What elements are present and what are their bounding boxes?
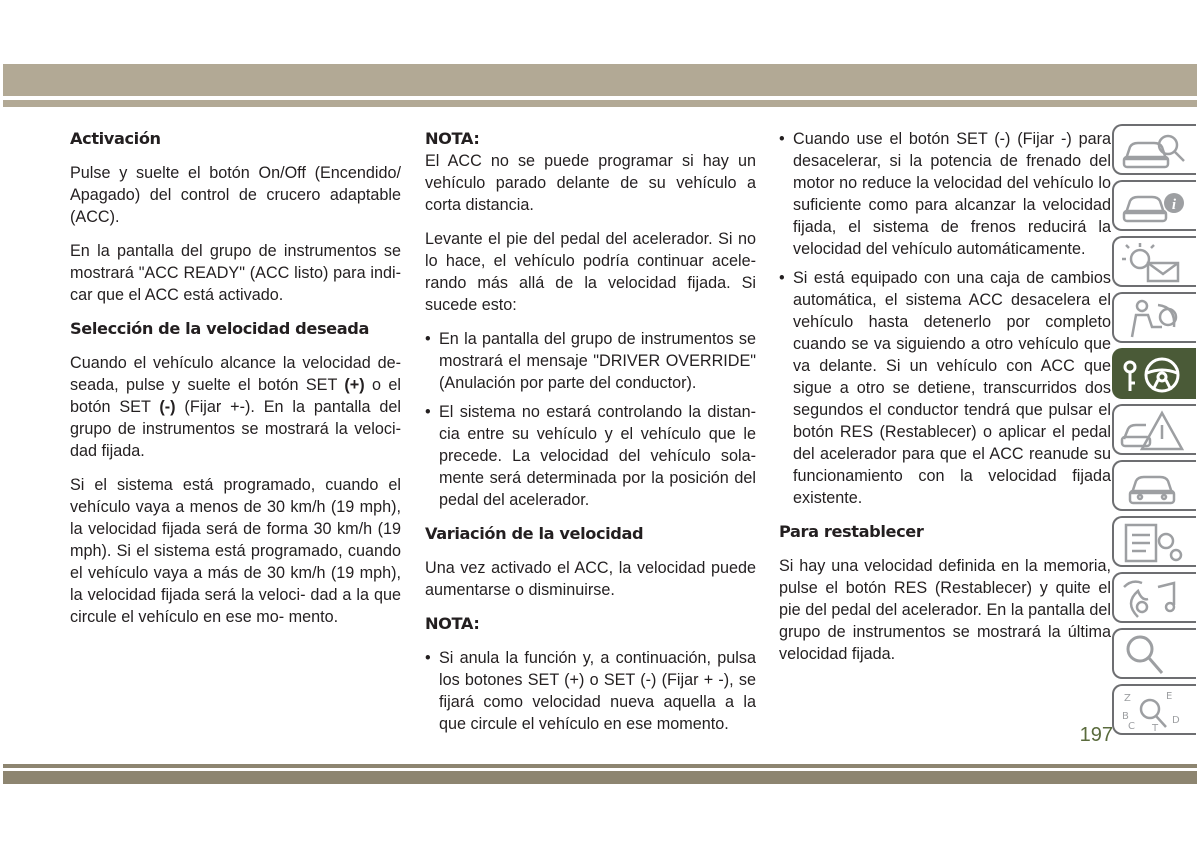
list-item: • El sistema no estará controlando la distan- cia entre su vehículo y el vehículo que le precede. La velocidad del vehículo sola- mente será determinada por la posición del pedal del acelerador.: [425, 401, 756, 511]
svg-text:D: D: [1172, 715, 1180, 726]
note-label: NOTA:: [425, 614, 480, 633]
list-item: • Si está equipado con una caja de cambios automática, el sistema ACC desacelera el vehículo hasta detenerlo por completo cuando se va siguiendo a otro vehículo que va delante. Si un vehículo con ACC que sigue a otro se detiene, transcurridos dos segundos el conductor tendrá que pulsar el botón RES (Restablecer) o aplicar el pedal del acelerador para que el ACC reanude su funcionamiento con la velocidad fijada existente.: [779, 267, 1111, 509]
tab-warning-lights[interactable]: [1112, 236, 1196, 287]
column-middle: [425, 128, 756, 747]
tab-index[interactable]: [1112, 684, 1196, 735]
bullet-list: [425, 647, 756, 735]
tab-car-service[interactable]: [1112, 460, 1196, 511]
airbag-seat-icon: [1118, 297, 1188, 341]
paragraph: Cuando el vehículo alcance la velocidad de- seada, pulse y suelte el botón SET (+) o el botón SET (-) (Fijar +-). En la pantalla del grupo de instrumentos se mostrará la veloci- dad fijada.: [70, 354, 401, 460]
steering-wheel-key-icon: [1118, 353, 1188, 397]
bullet-list: [425, 328, 756, 511]
tab-steering-wheel[interactable]: [1112, 348, 1196, 399]
header-band: [3, 64, 1197, 96]
tab-car-info[interactable]: [1112, 180, 1196, 231]
header-rule: [3, 100, 1197, 107]
column-right: [779, 128, 1111, 677]
tab-specifications[interactable]: [1112, 516, 1196, 567]
tab-airbag-seat[interactable]: [1112, 292, 1196, 343]
svg-text:E: E: [1166, 691, 1173, 702]
note-label: NOTA:: [425, 129, 480, 148]
list-item: • Si anula la función y, a continuación, pulsa los botones SET (+) o SET (-) (Fijar + -), se fijará como velocidad nueva aquella a la que circule el vehículo en ese momento.: [425, 647, 756, 735]
footer-band: [3, 771, 1197, 784]
paragraph: Levante el pie del pedal del acelerador. Si no lo hace, el vehículo podría continuar acele- rando más allá de la velocidad fijada. Si sucede esto:: [425, 230, 756, 314]
note-text: El ACC no se puede programar si hay un vehículo parado delante de su vehículo a corta distancia.: [425, 152, 756, 214]
car-info-icon: [1118, 185, 1188, 229]
paragraph: En la pantalla del grupo de instrumentos se mostrará "ACC READY" (ACC listo) para indi- car que el ACC está activado.: [70, 242, 401, 304]
heading-variacion: Variación de la velocidad: [425, 524, 644, 543]
svg-text:T: T: [1152, 723, 1159, 733]
paragraph: Si hay una velocidad definida en la memoria, pulse el botón RES (Restablecer) y quite el pie del pedal del acelerador. En la pantalla del grupo de instrumentos se mostrará la última velocidad fijada.: [779, 557, 1111, 663]
footer-rule: [3, 764, 1197, 768]
column-left: [70, 128, 401, 640]
svg-text:B: B: [1122, 711, 1129, 722]
paragraph: Pulse y suelte el botón On/Off (Encendido/ Apagado) del control de crucero adaptable (ACC).: [70, 164, 401, 226]
svg-text:Z: Z: [1124, 693, 1131, 704]
tab-search[interactable]: [1112, 628, 1196, 679]
list-item: • En la pantalla del grupo de instrumentos se mostrará el mensaje "DRIVER OVERRIDE" (Anulación por parte del conductor).: [425, 328, 756, 394]
tab-car-magnifier[interactable]: [1112, 124, 1196, 175]
heading-activacion: Activación: [70, 129, 161, 148]
warning-triangle-car-icon: [1118, 409, 1188, 453]
page-number: 197: [1079, 724, 1113, 746]
heading-restablecer: Para restablecer: [779, 522, 924, 541]
heading-seleccion: Selección de la velocidad deseada: [70, 319, 369, 338]
svg-text:C: C: [1128, 721, 1135, 732]
alphabetical-index-icon: [1118, 689, 1188, 733]
car-service-icon: [1118, 465, 1188, 509]
tab-warning-triangle[interactable]: [1112, 404, 1196, 455]
paragraph: Si el sistema está programado, cuando el vehículo vaya a menos de 30 km/h (19 mph), la velocidad fijada será de forma 30 km/h (19 mph). Si el sistema está programado, cuando el vehículo vaya a más de 30 km/h (19 mph), la velocidad fijada será la veloci- dad a la que circule el vehículo en ese mo- mento.: [70, 476, 401, 626]
multimedia-icon: [1118, 577, 1188, 621]
svg-text:i: i: [1171, 197, 1177, 213]
specifications-gear-icon: [1118, 521, 1188, 565]
bullet-list: [779, 128, 1111, 509]
paragraph: Una vez activado el ACC, la velocidad puede aumentarse o disminuirse.: [425, 559, 756, 599]
list-item: • Cuando use el botón SET (-) (Fijar -) para desacelerar, si la potencia de frenado del motor no reduce la velocidad del vehículo lo suficiente como para alcanzar la velocidad fijada, el sistema de frenos reducirá la velocidad del vehículo automáticamente.: [779, 128, 1111, 260]
tab-multimedia[interactable]: [1112, 572, 1196, 623]
warning-lights-message-icon: [1118, 241, 1188, 285]
search-magnifier-icon: [1118, 633, 1188, 677]
car-magnifier-icon: [1118, 129, 1188, 173]
